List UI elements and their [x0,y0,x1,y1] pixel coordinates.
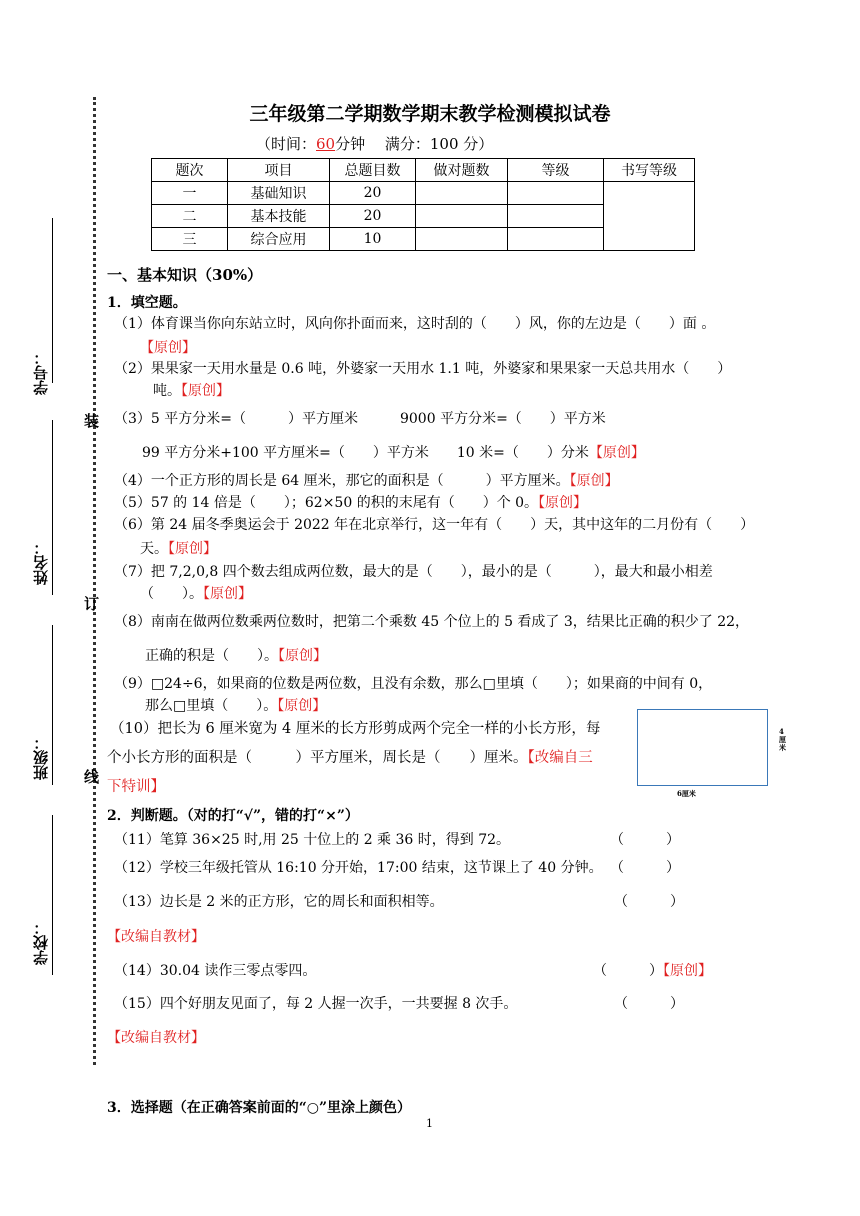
question-heading: 2．判断题。（对的打“√”，错的打“×”） [107,808,359,824]
table-cell: 10 [330,228,416,251]
student-id-label: 学号： [32,350,50,395]
table-cell-blank[interactable] [508,205,604,228]
table-header: 总题目数 [330,159,416,182]
question-line: （12）学校三年级托管从 16:10 分开始，17:00 结束，这节课上了 40 分钟。 [114,860,603,876]
question-line: （8）南南在做两位数乘两位数时，把第二个乘数 45 个位上的 5 看成了 3，结果比正确的积少了 22， [114,614,750,630]
question-line: （ ）。【原创】 [140,586,252,602]
answer-bracket[interactable]: （ ） [614,996,684,1012]
time-value: 60 [316,135,336,153]
question-line: （3）5 平方分米=（ ）平方厘米 9000 平方分米=（ ）平方米 [114,411,606,427]
question-line: 吨。【原创】 [153,383,230,399]
question-line: （11）笔算 36×25 时,用 25 十位上的 2 乘 36 时，得到 72。 [114,832,511,848]
score-table [151,158,695,251]
question-line: （6）第 24 届冬季奥运会于 2022 年在北京举行，这一年有（ ）天，其中这年的二月份有（ ） [114,517,755,533]
table-cell-blank[interactable] [508,228,604,251]
binding-char-ding: 订 [84,595,100,613]
table-cell-blank[interactable] [416,182,508,205]
page-number: 1 [426,1117,433,1130]
question-line: （2）果果家一天用水量是 0.6 吨，外婆家一天用水 1.1 吨，外婆家和果果家一天总共用水（ ） [114,361,732,377]
answer-bracket[interactable]: （ ）【原创】 [593,963,712,979]
question-line: （9）□24÷6，如果商的位数是两位数，且没有余数，那么□里填（ ）；如果商的中间有 0， [114,676,713,692]
answer-bracket[interactable]: （ ） [614,894,684,910]
source-tag: 【原创】 [588,445,645,461]
student-id-line [52,218,53,383]
table-header-row [152,159,695,182]
source-tag: 【原创】 [663,963,712,979]
source-tag: 【改编自三 [527,750,593,766]
table-cell-blank[interactable] [416,228,508,251]
question-line: 那么□里填（ ）。【原创】 [145,698,327,714]
name-line [52,420,53,595]
source-tag: 【原创】 [538,495,588,511]
table-cell: 综合应用 [228,228,330,251]
table-row [152,182,695,205]
source-tag: 【改编自教材】 [107,1030,205,1046]
question-line: （4）一个正方形的周长是 64 厘米，那它的面积是（ ）平方厘米。【原创】 [114,473,619,489]
question-line: 99 平方分米+100 平方厘米=（ ）平方米 10 米=（ ）分米【原创】 [142,445,645,461]
figure-height-label: 4厘米 [779,727,786,752]
table-header: 做对题数 [416,159,508,182]
source-tag: 【原创】 [278,648,327,664]
binding-char-zhuang: 装 [84,412,100,430]
table-cell: 20 [330,205,416,228]
source-tag: 【原创】 [181,383,230,399]
section-heading: 一、基本知识（30%） [107,266,263,284]
question-heading: 3．选择题（在正确答案前面的“○”里涂上颜色） [107,1100,412,1116]
table-cell-blank[interactable] [416,205,508,228]
class-label: 班级： [32,735,50,780]
table-header: 等级 [508,159,604,182]
question-line: （14）30.04 读作三零点零四。 [114,963,317,979]
question-line: （5）57 的 14 倍是（ ）；62×50 的积的末尾有（ ）个 0。【原创】 [114,495,588,511]
question-line: （10）把长为 6 厘米宽为 4 厘米的长方形剪成两个完全一样的小长方形，每 [110,721,601,737]
table-cell-blank[interactable] [508,182,604,205]
source-tag: 【改编自教材】 [107,929,205,945]
table-cell-blank[interactable] [604,182,695,251]
table-cell: 基本技能 [228,205,330,228]
rectangle-figure [637,709,768,786]
source-tag: 【原创】 [168,541,217,557]
question-line: 个小长方形的面积是（ ）平方厘米，周长是（ ）厘米。【改编自三 [107,750,593,766]
table-cell: 一 [152,182,228,205]
question-line: （13）边长是 2 米的正方形，它的周长和面积相等。 [114,894,444,910]
question-line: （1）体育课当你向东站立时，风向你扑面而来，这时刮的（ ）风，你的左边是（ ）面 。 [114,316,716,332]
table-cell: 二 [152,205,228,228]
table-header: 书写等级 [604,159,695,182]
source-tag: 下特训】 [107,779,165,795]
table-cell: 20 [330,182,416,205]
question-heading: 1．填空题。 [107,295,187,311]
school-label: 学校： [32,920,50,965]
binding-char-xian: 线 [84,768,100,786]
question-line: （15）四个好朋友见面了，每 2 人握一次手，一共要握 8 次手。 [114,996,518,1012]
source-tag: 【原创】 [203,586,252,602]
exam-time-score: （时间：60分钟 满分：100 分） [256,135,494,153]
school-line [52,815,53,975]
source-tag: 【原创】 [569,473,619,489]
question-line: 天。【原创】 [140,541,217,557]
figure-width-label: 6厘米 [677,789,696,798]
answer-bracket[interactable]: （ ） [610,832,680,848]
source-tag: 【原创】 [140,340,196,356]
table-cell: 三 [152,228,228,251]
question-line: （7）把 7,2,0,8 四个数去组成两位数，最大的是（ ），最小的是（ ），最大和最小相差 [114,564,713,580]
page-title: 三年级第二学期数学期末教学检测模拟试卷 [249,103,611,125]
table-cell: 基础知识 [228,182,330,205]
source-tag: 【原创】 [277,698,327,714]
question-line: 正确的积是（ ）。【原创】 [145,648,327,664]
class-line [52,625,53,785]
table-header: 题次 [152,159,228,182]
binding-dotted-line [93,97,96,1065]
table-header: 项目 [228,159,330,182]
answer-bracket[interactable]: （ ） [610,860,680,876]
name-label: 姓名： [32,540,50,585]
